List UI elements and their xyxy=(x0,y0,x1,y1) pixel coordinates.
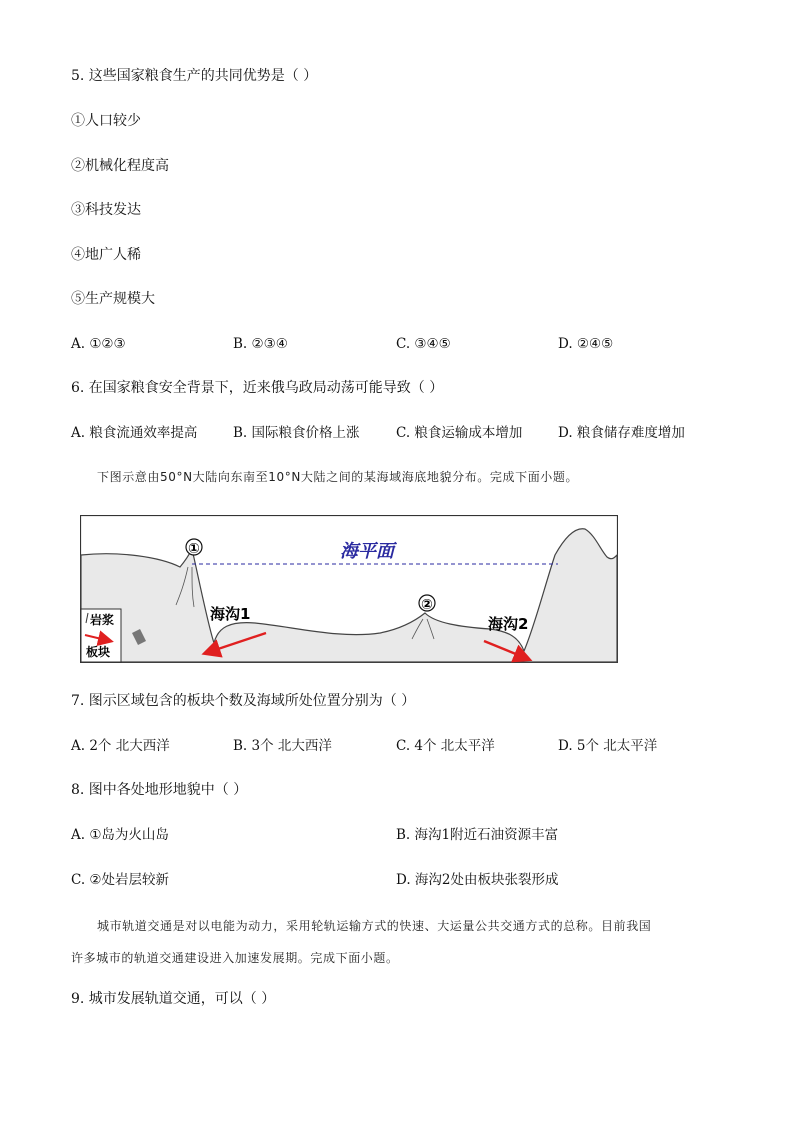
q6-option-d: D. 粮食储存难度增加 xyxy=(558,425,685,441)
q5-option-d: D. ②④⑤ xyxy=(558,336,614,352)
q5-item-2: ②机械化程度高 xyxy=(71,158,169,174)
q5-option-c: C. ③④⑤ xyxy=(396,336,451,352)
q6-stem: 6. 在国家粮食安全背景下，近来俄乌政局动荡可能导致（ ） xyxy=(71,380,444,396)
legend-magma-label: 岩浆 xyxy=(90,613,115,627)
q5-option-b: B. ②③④ xyxy=(233,336,288,352)
seafloor-profile-figure xyxy=(80,515,618,667)
q8-stem: 8. 图中各处地形地貌中（ ） xyxy=(71,782,248,798)
seafloor-profile-svg xyxy=(80,515,618,663)
passage-rail-transit-line-2: 许多城市的轨道交通建设进入加速发展期。完成下面小题。 xyxy=(71,951,399,965)
q7-option-d: D. 5个 北太平洋 xyxy=(558,738,658,754)
q8-option-d: D. 海沟2处由板块张裂形成 xyxy=(396,872,559,888)
trench-1-label: 海沟1 xyxy=(210,605,251,623)
q8-option-a: A. ①岛为火山岛 xyxy=(71,827,169,843)
q5-item-5: ⑤生产规模大 xyxy=(71,291,155,307)
q8-option-b: B. 海沟1附近石油资源丰富 xyxy=(396,827,559,843)
q6-option-a: A. 粮食流通效率提高 xyxy=(71,425,198,441)
q7-stem: 7. 图示区域包含的板块个数及海域所处位置分别为（ ） xyxy=(71,693,416,709)
point-2-label: ② xyxy=(421,597,433,613)
q5-option-a: A. ①②③ xyxy=(71,336,126,352)
q5-item-1: ①人口较少 xyxy=(71,113,141,129)
q8-option-c: C. ②处岩层较新 xyxy=(71,872,170,888)
q7-option-c: C. 4个 北太平洋 xyxy=(396,738,495,754)
q5-item-3: ③科技发达 xyxy=(71,202,141,218)
point-1-label: ① xyxy=(188,541,200,557)
passage-figure-intro xyxy=(71,461,731,493)
trench-2-label: 海沟2 xyxy=(488,615,529,633)
q7-option-b: B. 3个 北大西洋 xyxy=(233,738,332,754)
q6-option-c: C. 粮食运输成本增加 xyxy=(396,425,523,441)
q5-stem: 5. 这些国家粮食生产的共同优势是（ ） xyxy=(71,68,318,84)
q9-stem: 9. 城市发展轨道交通，可以（ ） xyxy=(71,991,276,1007)
passage-figure-intro-text: 下图示意由50°N大陆向东南至10°N大陆之间的某海域海底地貌分布。完成下面小题。 xyxy=(97,470,579,484)
q7-option-a: A. 2个 北大西洋 xyxy=(71,738,170,754)
passage-rail-transit-line-1: 城市轨道交通是对以电能为动力，采用轮轨运输方式的快速、大运量公共交通方式的总称。目前我国 xyxy=(97,919,652,933)
legend-plate-label: 板块 xyxy=(86,645,111,659)
sea-level-label: 海平面 xyxy=(340,541,394,562)
q6-option-b: B. 国际粮食价格上涨 xyxy=(233,425,360,441)
passage-rail-transit xyxy=(71,910,731,974)
q5-item-4: ④地广人稀 xyxy=(71,247,141,263)
